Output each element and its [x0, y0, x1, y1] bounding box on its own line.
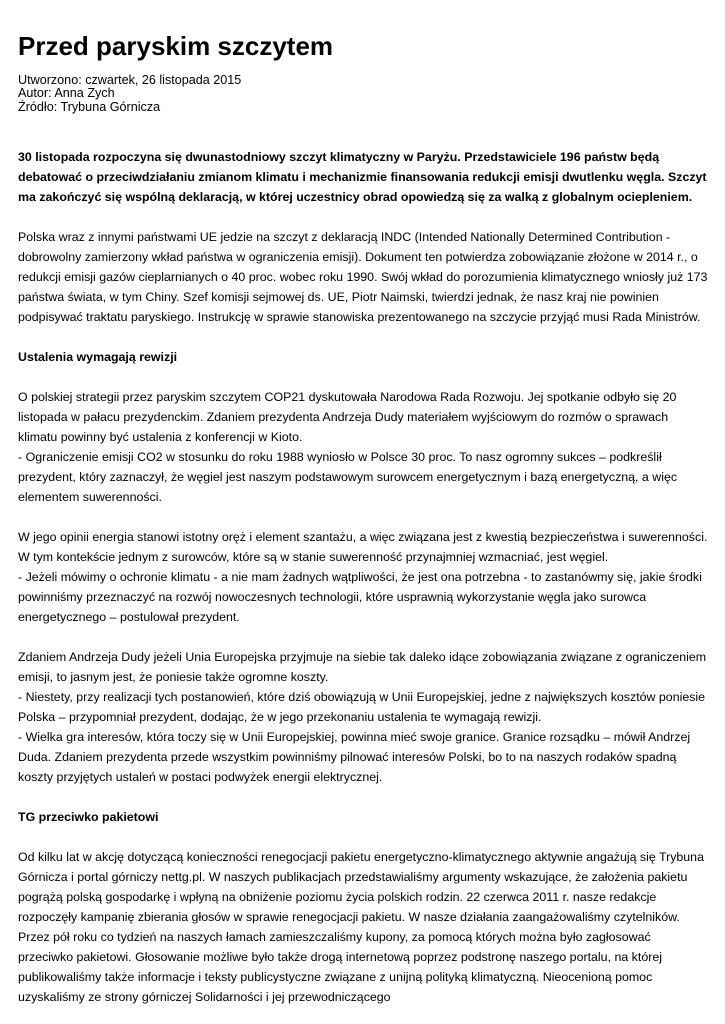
paragraph-2a: O polskiej strategii przez paryskim szczytem COP21 dyskutowała Narodowa Rada Rozwoju. Jej spotkanie odbyło się 20 listopada w pałacu prezydenckim. Zdaniem prezydenta Andrzeja Dudy materiałem wyjściowym do rozmów o sprawach klimatu powinny być ustalenia z konferencji w Kioto.	[18, 390, 677, 444]
paragraph-4c: - Wielka gra interesów, która toczy się w Unii Europejskiej, powinna mieć swoje granice. Granice rozsądku – mówił Andrzej Duda. Zdaniem prezydenta przede wszystkim powinniśmy pilnować interesów Polski, bo to na naszych rodaków spadną koszty przyjętych ustaleń w postaci podwyżek energii elektrycznej.	[18, 730, 691, 784]
author: Autor: Anna Zych	[18, 86, 115, 101]
paragraph-4b: - Niestety, przy realizacji tych postanowień, które dziś obowiązują w Unii Europejskiej, jedne z największych kosztów poniesie Polska – przypomniał prezydent, dodając, że w jego przekonaniu ustalenia te wymagają rewizji.	[18, 690, 706, 724]
paragraph-4a: Zdaniem Andrzeja Dudy jeżeli Unia Europejska przyjmuje na siebie tak daleko idące zobowiązania związane z ograniczeniem emisji, to jasnym jest, że poniesie także ogromne koszty.	[18, 650, 707, 684]
lead-paragraph: 30 listopada rozpoczyna się dwunastodniowy szczyt klimatyczny w Paryżu. Przedstawiciele 196 państw będą debatować o przeciwdziałaniu zmianom klimatu i mechanizmie finansowania redukcji emisji dwutlenku węgla. Szczyt ma zakończyć się wspólną deklaracją, w której uczestnicy obrad opowiedzą się za walką z globalnym ociepleniem.	[18, 150, 707, 204]
page-title: Przed paryskim szczytem	[18, 31, 334, 61]
paragraph-1: Polska wraz z innymi państwami UE jedzie na szczyt z deklaracją INDC (Intended Nationally Determined Contribution - dobrowolny zamierzony wkład państwa w ograniczenia emisji). Dokument ten potwierdza zobowiązanie złożone w 2014 r., o redukcji emisji gazów cieplarnianych o 40 proc. wobec roku 1990. Swój wkład do porozumienia klimatycznego wniosły już 173 państwa świata, w tym Chiny. Szef komisji sejmowej ds. UE, Piotr Naimski, twierdzi jednak, że nasz kraj nie powinien podpisywać traktatu paryskiego. Instrukcję w sprawie stanowiska prezentowanego na szczycie przyjąć musi Rada Ministrów.	[18, 230, 708, 324]
source: Źródło: Trybuna Górnicza	[18, 99, 161, 114]
paragraph-3b: - Jeżeli mówimy o ochronie klimatu - a nie mam żadnych wątpliwości, że jest ona potrzebna - to zastanówmy się, jakie środki powinniśmy przeznaczyć na rozwój nowoczesnych technologii, które usprawnią wykorzystanie węgla jako surowca energetycznego – postulował prezydent.	[18, 570, 702, 624]
section-heading-rewizja: Ustalenia wymagają rewizji	[18, 350, 178, 364]
article-meta	[18, 74, 241, 114]
created-date: Utworzono: czwartek, 26 listopada 2015	[18, 73, 242, 87]
article-body	[18, 147, 708, 1007]
paragraph-5: Od kilku lat w akcję dotyczącą konieczności renegocjacji pakietu energetyczno-klimatycznego aktywnie angażują się Trybuna Górnicza i portal górniczy nettg.pl. W naszych publikacjach przedstawialiśmy argumenty wskazujące, że założenia pakietu pogrążą polską gospodarkę i wpłyną na obniżenie poziomu życia polskich rodzin. 22 czerwca 2011 r. nasze redakcje rozpoczęły kampanię zbierania głosów w sprawie renegocjacji pakietu. W nasze działania zaangażowaliśmy czytelników. Przez pół roku co tydzień na naszych łamach zamieszczaliśmy kupony, za pomocą których można było zagłosować przeciwko pakietowi. Głosowanie możliwe było także drogą internetową poprzez podstronę naszego portalu, na której publikowaliśmy także informacje i teksty publicystyczne związane z unijną polityką klimatyczną. Nieocenioną pomoc uzyskaliśmy ze strony górniczej Solidarności i jej przewodniczącego	[18, 850, 704, 1004]
paragraph-3a: W jego opinii energia stanowi istotny oręż i element szantażu, a więc związana jest z kwestią bezpieczeństwa i suwerenności. W tym kontekście jednym z surowców, które są w stanie suwerenność przynajmniej wzmacniać, jest węgiel.	[18, 530, 708, 564]
section-heading-tg: TG przeciwko pakietowi	[18, 810, 159, 824]
paragraph-2b: - Ograniczenie emisji CO2 w stosunku do roku 1988 wyniosło w Polsce 30 proc. To nasz ogromny sukces – podkreślił prezydent, który zaznaczył, że węgiel jest naszym podstawowym surowcem energetycznym i bazą energetyczną, a więc elementem suwerenności.	[18, 450, 678, 504]
